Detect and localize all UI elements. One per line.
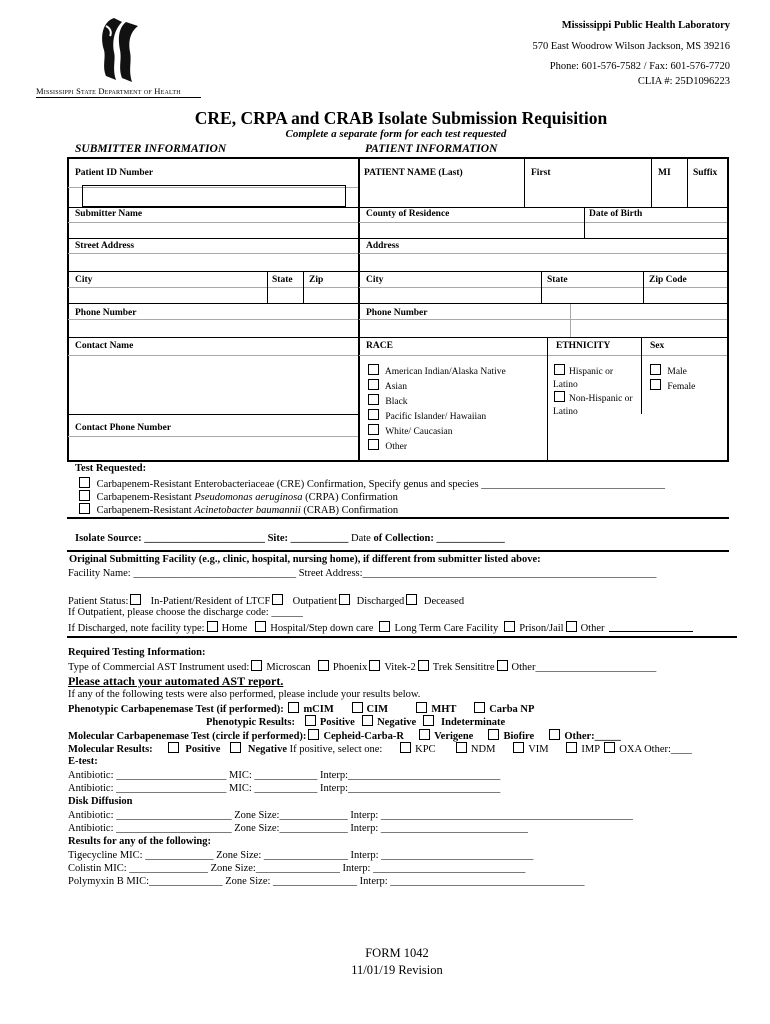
checkbox-icon[interactable] — [368, 364, 379, 375]
msdh-logo — [36, 16, 206, 98]
checkbox-icon[interactable] — [497, 660, 508, 671]
phenotypic-results-row: Phenotypic Results: Positive Negative Indeterminate — [206, 717, 506, 728]
org-name: Mississippi Public Health Laboratory — [561, 20, 730, 31]
test-cre-option[interactable]: Carbapenem-Resistant Enterobacteriaceae (CRE) Confirmation, Specify genus and species ___________________________________ — [77, 477, 665, 490]
checkbox-icon[interactable] — [416, 702, 427, 713]
checkbox-icon[interactable] — [379, 621, 390, 632]
checkbox-icon[interactable] — [230, 742, 241, 753]
checkbox-icon[interactable] — [369, 660, 380, 671]
discharge-facility-row: If Discharged, note facility type: Home Hospital/Step down care Long Term Care Facility Prison/Jail Other — [68, 621, 693, 634]
first-name-label: First — [531, 168, 551, 178]
checkbox-icon[interactable] — [604, 742, 615, 753]
race-label: RACE — [366, 341, 393, 351]
race-option-american-indian[interactable]: American Indian/Alaska Native — [366, 364, 506, 379]
checkbox-icon[interactable] — [400, 742, 411, 753]
checkbox-icon[interactable] — [549, 729, 560, 740]
race-option-white[interactable]: White/ Caucasian — [366, 424, 506, 439]
race-option-black[interactable]: Black — [366, 394, 506, 409]
checkbox-icon[interactable] — [251, 660, 262, 671]
outpatient-discharge-code[interactable]: If Outpatient, please choose the discharge code: ______ — [68, 607, 303, 618]
attach-ast-note: Please attach your automated AST report. — [68, 674, 284, 688]
race-options — [366, 364, 506, 454]
checkbox-icon[interactable] — [650, 364, 661, 375]
checkbox-icon[interactable] — [474, 702, 485, 713]
street-address-label: Street Address — [75, 241, 135, 251]
sex-female[interactable]: Female — [648, 379, 695, 394]
test-crab-option[interactable]: Carbapenem-Resistant Acinetobacter baumannii (CRAB) Confirmation — [77, 503, 398, 516]
contact-name-label: Contact Name — [75, 341, 134, 351]
polymyxin-line[interactable]: Polymyxin B MIC:______________ Zone Size: ________________ Interp: _____________________________________ — [68, 876, 585, 887]
checkbox-icon[interactable] — [272, 594, 283, 605]
profile-silhouettes-icon — [92, 16, 152, 84]
test-crpa-option[interactable]: Carbapenem-Resistant Pseudomonas aeruginosa (CRPA) Confirmation — [77, 490, 398, 503]
zip-label-submitter: Zip — [309, 275, 324, 285]
facility-line[interactable]: Facility Name: _______________________________ Street Address:________________________________________________________ — [68, 568, 657, 579]
checkbox-icon[interactable] — [79, 490, 90, 501]
checkbox-icon[interactable] — [504, 621, 515, 632]
checkbox-icon[interactable] — [368, 424, 379, 435]
form-number: FORM 1042 — [365, 946, 429, 960]
phenotypic-test-row: Phenotypic Carbapenemase Test (if performed): mCIM CIM MHT Carba NP — [68, 704, 535, 715]
phone-label-submitter: Phone Number — [75, 308, 137, 318]
submitter-name-label: Submitter Name — [75, 209, 143, 219]
molecular-test-row: Molecular Carbapenemase Test (circle if performed): Cepheid-Carba-R Verigene Biofire Other:_____ — [68, 731, 621, 742]
city-label-patient: City — [366, 275, 384, 285]
source-line[interactable]: Isolate Source: _______________________ Site: ___________ Date of Collection: _____________ — [75, 533, 505, 544]
county-label: County of Residence — [366, 209, 450, 219]
patient-section-heading: PATIENT INFORMATION — [365, 143, 498, 155]
checkbox-icon[interactable] — [418, 660, 429, 671]
checkbox-icon[interactable] — [288, 702, 299, 713]
checkbox-icon[interactable] — [79, 503, 90, 514]
etest-line-1[interactable]: Antibiotic: _____________________ MIC: ____________ Interp:_____________________________ — [68, 770, 501, 781]
ethnicity-options — [552, 364, 633, 418]
checkbox-icon[interactable] — [368, 394, 379, 405]
molecular-results-row: Molecular Results: Positive Negative If positive, select one: KPC NDM VIM IMP OXA Other:____ — [68, 744, 692, 755]
checkbox-icon[interactable] — [406, 594, 417, 605]
address-label: Address — [366, 241, 400, 251]
checkbox-icon[interactable] — [207, 621, 218, 632]
phone-label-patient: Phone Number — [366, 308, 428, 318]
logo-text: Mississippi State Department of Health — [36, 86, 181, 96]
ast-instrument-row: Type of Commercial AST Instrument used: Microscan Phoenix Vitek-2 Trek Sensititre Other_______________________ — [68, 662, 657, 673]
checkbox-icon[interactable] — [368, 379, 379, 390]
required-testing-heading: Required Testing Information: — [68, 647, 206, 658]
sex-male[interactable]: Male — [648, 364, 695, 379]
patient-id-input[interactable] — [82, 185, 346, 207]
checkbox-icon[interactable] — [255, 621, 266, 632]
ethnicity-non-hispanic[interactable]: Non-Hispanic or — [552, 391, 633, 406]
org-address: 570 East Woodrow Wilson Jackson, MS 39216 — [532, 41, 730, 52]
checkbox-icon[interactable] — [305, 715, 316, 726]
org-clia: CLIA #: 25D1096223 — [637, 76, 730, 87]
ethnicity-hispanic[interactable]: Hispanic or — [552, 364, 633, 379]
tigecycline-line[interactable]: Tigecycline MIC: _____________ Zone Size: ________________ Interp: _____________________________ — [68, 850, 534, 861]
contact-phone-label: Contact Phone Number — [75, 423, 172, 433]
sex-label: Sex — [650, 341, 665, 351]
state-label-submitter: State — [272, 275, 293, 285]
ethnicity-label: ETHNICITY — [556, 341, 611, 351]
ethnicity-non-hispanic-cont: Latino — [553, 406, 578, 417]
city-label-submitter: City — [75, 275, 93, 285]
checkbox-icon[interactable] — [168, 742, 179, 753]
disk-line-1[interactable]: Antibiotic: ______________________ Zone Size:_____________ Interp: ________________________________________________ — [68, 810, 633, 821]
checkbox-icon[interactable] — [566, 621, 577, 632]
colistin-line[interactable]: Colistin MIC: _______________ Zone Size:________________ Interp: _____________________________ — [68, 863, 526, 874]
race-option-pacific-islander[interactable]: Pacific Islander/ Hawaiian — [366, 409, 506, 424]
checkbox-icon[interactable] — [368, 409, 379, 420]
etest-line-2[interactable]: Antibiotic: _____________________ MIC: ____________ Interp:_____________________________ — [68, 783, 501, 794]
checkbox-icon[interactable] — [362, 715, 373, 726]
patient-status-row: Patient Status: In-Patient/Resident of LTCF Outpatient Discharged Deceased — [68, 596, 465, 607]
race-option-asian[interactable]: Asian — [366, 379, 506, 394]
submitter-section-heading: SUBMITTER INFORMATION — [75, 143, 227, 155]
form-revision: 11/01/19 Revision — [351, 963, 443, 977]
race-option-other[interactable]: Other — [366, 439, 506, 454]
checkbox-icon[interactable] — [554, 364, 565, 375]
state-label-patient: State — [547, 275, 568, 285]
sex-options — [648, 364, 695, 394]
test-requested-label: Test Requested: — [75, 463, 147, 474]
checkbox-icon[interactable] — [423, 715, 434, 726]
mi-label: MI — [658, 168, 671, 178]
checkbox-icon[interactable] — [368, 439, 379, 450]
disk-diffusion-heading: Disk Diffusion — [68, 796, 133, 807]
additional-tests-note: If any of the following tests were also performed, please include your results below. — [68, 689, 421, 700]
checkbox-icon[interactable] — [130, 594, 141, 605]
checkbox-icon[interactable] — [456, 742, 467, 753]
patient-id-label: Patient ID Number — [75, 168, 154, 178]
checkbox-icon[interactable] — [339, 594, 350, 605]
checkbox-icon[interactable] — [513, 742, 524, 753]
checkbox-icon[interactable] — [308, 729, 319, 740]
org-phone-fax: Phone: 601-576-7582 / Fax: 601-576-7720 — [549, 61, 730, 72]
checkbox-icon[interactable] — [79, 477, 90, 488]
checkbox-icon[interactable] — [352, 702, 363, 713]
facility-heading: Original Submitting Facility (e.g., clinic, hospital, nursing home), if different from submitter listed above: — [69, 554, 541, 565]
page-title: CRE, CRPA and CRAB Isolate Submission Requisition — [194, 108, 608, 128]
etest-heading: E-test: — [68, 756, 98, 767]
disk-line-2[interactable]: Antibiotic: ______________________ Zone Size:_____________ Interp: ____________________________ — [68, 823, 528, 834]
ethnicity-hispanic-cont: Latino — [553, 379, 578, 390]
patient-last-label: PATIENT NAME (Last) — [364, 168, 463, 178]
page-subtitle: Complete a separate form for each test requested — [285, 128, 507, 140]
checkbox-icon[interactable] — [566, 742, 577, 753]
checkbox-icon[interactable] — [488, 729, 499, 740]
checkbox-icon[interactable] — [554, 391, 565, 402]
suffix-label: Suffix — [693, 168, 718, 178]
checkbox-icon[interactable] — [419, 729, 430, 740]
zip-label-patient: Zip Code — [649, 275, 687, 285]
checkbox-icon[interactable] — [650, 379, 661, 390]
results-any-heading: Results for any of the following: — [68, 836, 212, 847]
checkbox-icon[interactable] — [318, 660, 329, 671]
dob-label: Date of Birth — [589, 209, 643, 219]
